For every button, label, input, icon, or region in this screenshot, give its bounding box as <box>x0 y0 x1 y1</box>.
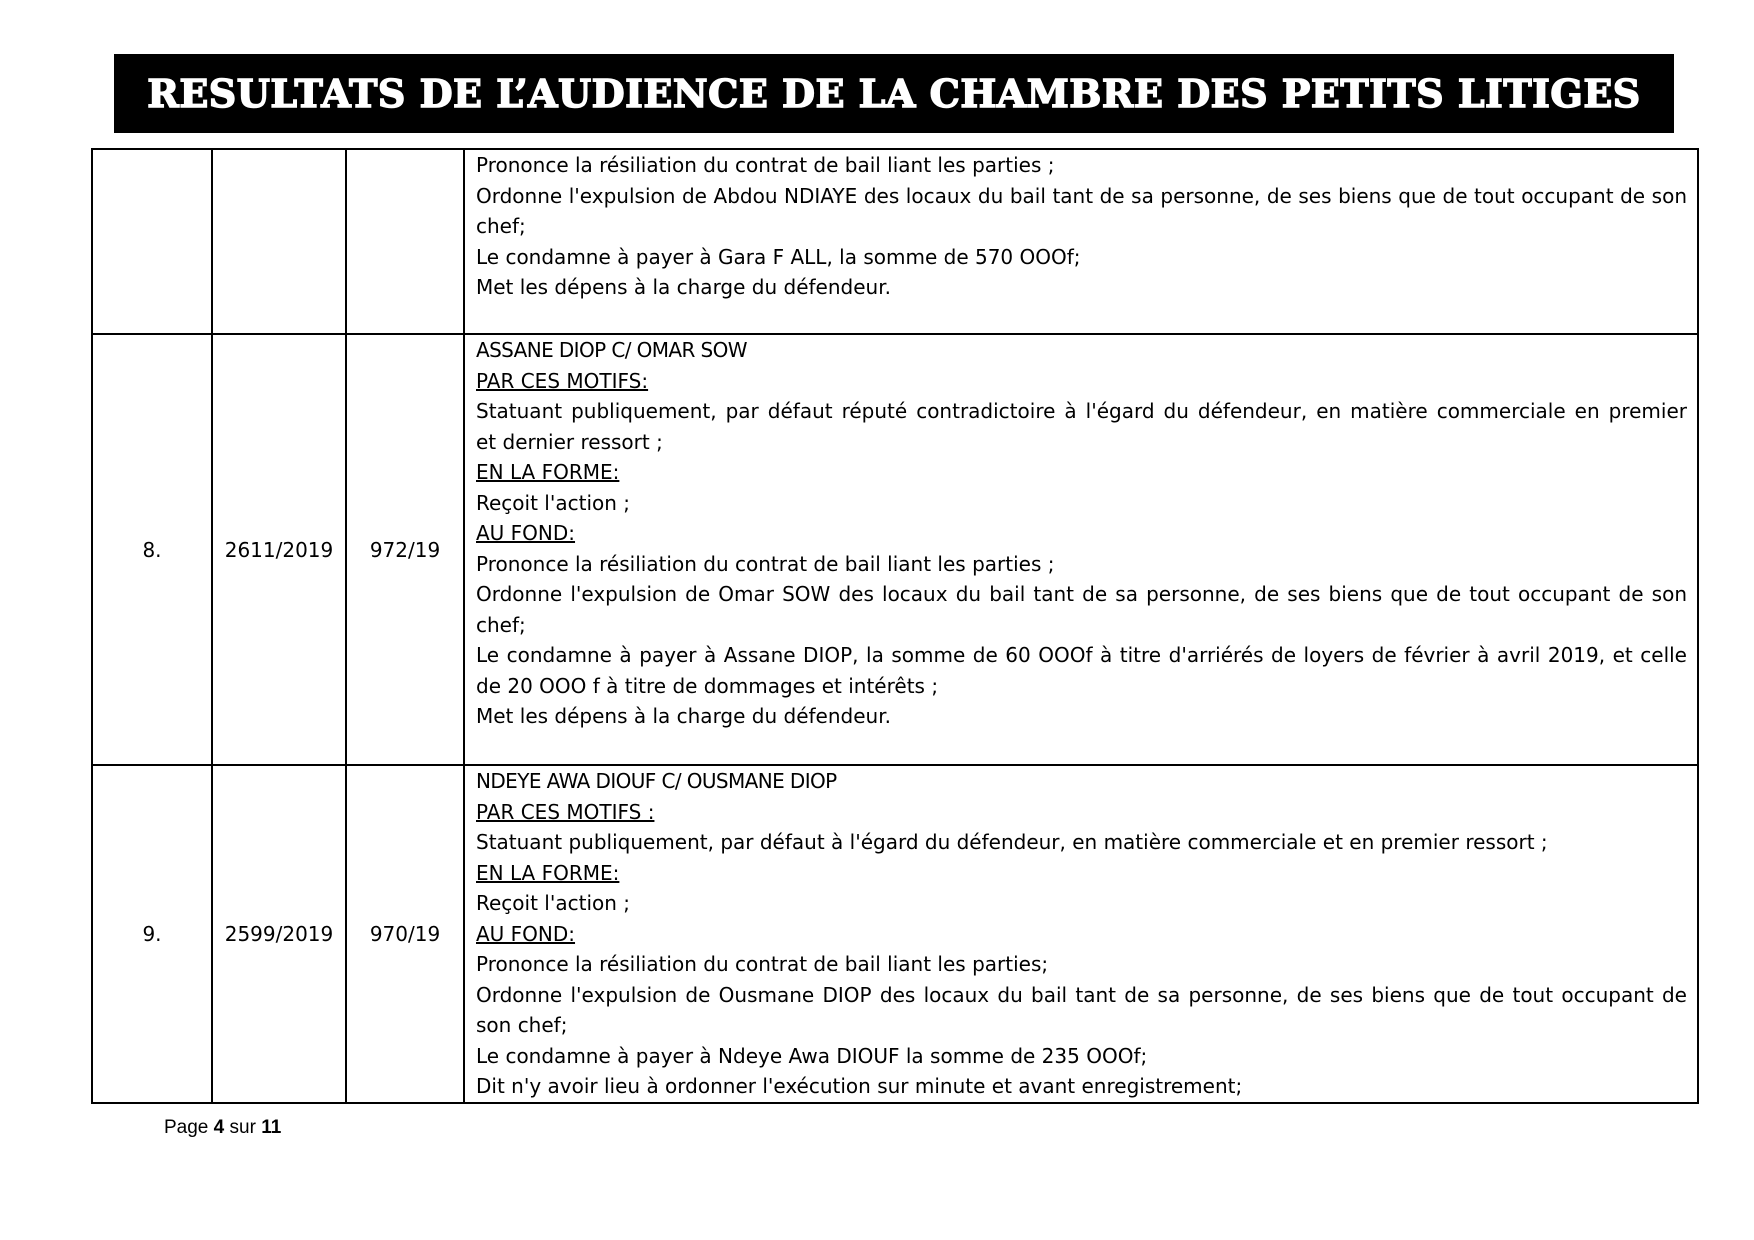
ruling-line: Statuant publiquement, par défaut à l'égard du défendeur, en matière commerciale et en premier ressort ; <box>476 830 1548 854</box>
section-heading: PAR CES MOTIFS: <box>476 368 649 393</box>
section-heading: EN LA FORME: <box>476 860 620 885</box>
ruling-line: son chef; <box>476 1013 568 1037</box>
row-number: 8. <box>92 334 212 765</box>
ruling-line: Met les dépens à la charge du défendeur. <box>476 275 891 299</box>
decision-number <box>346 149 464 334</box>
parties-title: ASSANE DIOP C/ OMAR SOW <box>476 338 747 362</box>
decision-number: 972/19 <box>346 334 464 765</box>
section-heading: EN LA FORME: <box>476 460 620 484</box>
ruling-line: Prononce la résiliation du contrat de bail liant les parties ; <box>476 153 1055 177</box>
ruling-line: Dit n'y avoir lieu à ordonner l'exécution sur minute et avant enregistrement; <box>476 1074 1243 1098</box>
table-row <box>92 765 1698 1103</box>
ruling-text <box>464 149 1698 334</box>
page-footer <box>164 1117 281 1139</box>
table-row <box>92 149 1698 334</box>
ruling-line: Reçoit l'action ; <box>476 891 631 915</box>
ruling-line: Reçoit l'action ; <box>476 490 631 515</box>
parties-title: NDEYE AWA DIOUF C/ OUSMANE DIOP <box>476 769 837 793</box>
case-number: 2599/2019 <box>212 765 346 1103</box>
page-of-label: sur <box>229 1117 256 1138</box>
ruling-line: Prononce la résiliation du contrat de bail liant les parties ; <box>476 551 1055 576</box>
total-pages-number: 11 <box>261 1117 282 1138</box>
ruling-line: Le condamne à payer à Gara F ALL, la somme de 570 OOOf; <box>476 244 1081 269</box>
page-title: RESULTATS DE L’AUDIENCE DE LA CHAMBRE DES PETITS LITIGES <box>147 71 1641 116</box>
table-row <box>92 334 1698 765</box>
current-page-number: 4 <box>213 1117 225 1138</box>
decision-number: 970/19 <box>346 765 464 1103</box>
header-banner <box>114 54 1674 133</box>
section-heading: AU FOND: <box>476 921 576 946</box>
ruling-line: Ordonne l'expulsion de Ousmane DIOP des locaux du bail tant de sa personne, de ses biens que de tout occupant de <box>476 982 1687 1007</box>
ruling-text <box>464 765 1698 1103</box>
ruling-line: Le condamne à payer à Assane DIOP, la somme de 60 OOOf à titre d'arriérés de loyers de février à avril 2019, et celle <box>476 643 1687 667</box>
row-number <box>92 149 212 334</box>
ruling-line: Statuant publiquement, par défaut réputé contradictoire à l'égard du défendeur, en matière commerciale en premier <box>476 399 1687 423</box>
section-heading: AU FOND: <box>476 521 576 545</box>
ruling-line: chef; <box>476 612 526 637</box>
ruling-line: Le condamne à payer à Ndeye Awa DIOUF la somme de 235 OOOf; <box>476 1043 1148 1068</box>
ruling-line: Ordonne l'expulsion de Abdou NDIAYE des locaux du bail tant de sa personne, de ses biens que de tout occupant de son <box>476 183 1687 208</box>
ruling-line: de 20 OOO f à titre de dommages et intérêts ; <box>476 673 939 698</box>
row-number: 9. <box>92 765 212 1103</box>
page-label: Page <box>164 1117 209 1138</box>
case-number <box>212 149 346 334</box>
ruling-text <box>464 334 1698 765</box>
ruling-line: Prononce la résiliation du contrat de bail liant les parties; <box>476 952 1049 976</box>
case-number: 2611/2019 <box>212 334 346 765</box>
ruling-line: Met les dépens à la charge du défendeur. <box>476 704 891 728</box>
ruling-line: et dernier ressort ; <box>476 429 663 454</box>
ruling-line: Ordonne l'expulsion de Omar SOW des locaux du bail tant de sa personne, de ses biens que de tout occupant de son <box>476 582 1687 606</box>
section-heading: PAR CES MOTIFS : <box>476 799 655 824</box>
ruling-line: chef; <box>476 214 526 238</box>
results-table <box>91 148 1699 1104</box>
